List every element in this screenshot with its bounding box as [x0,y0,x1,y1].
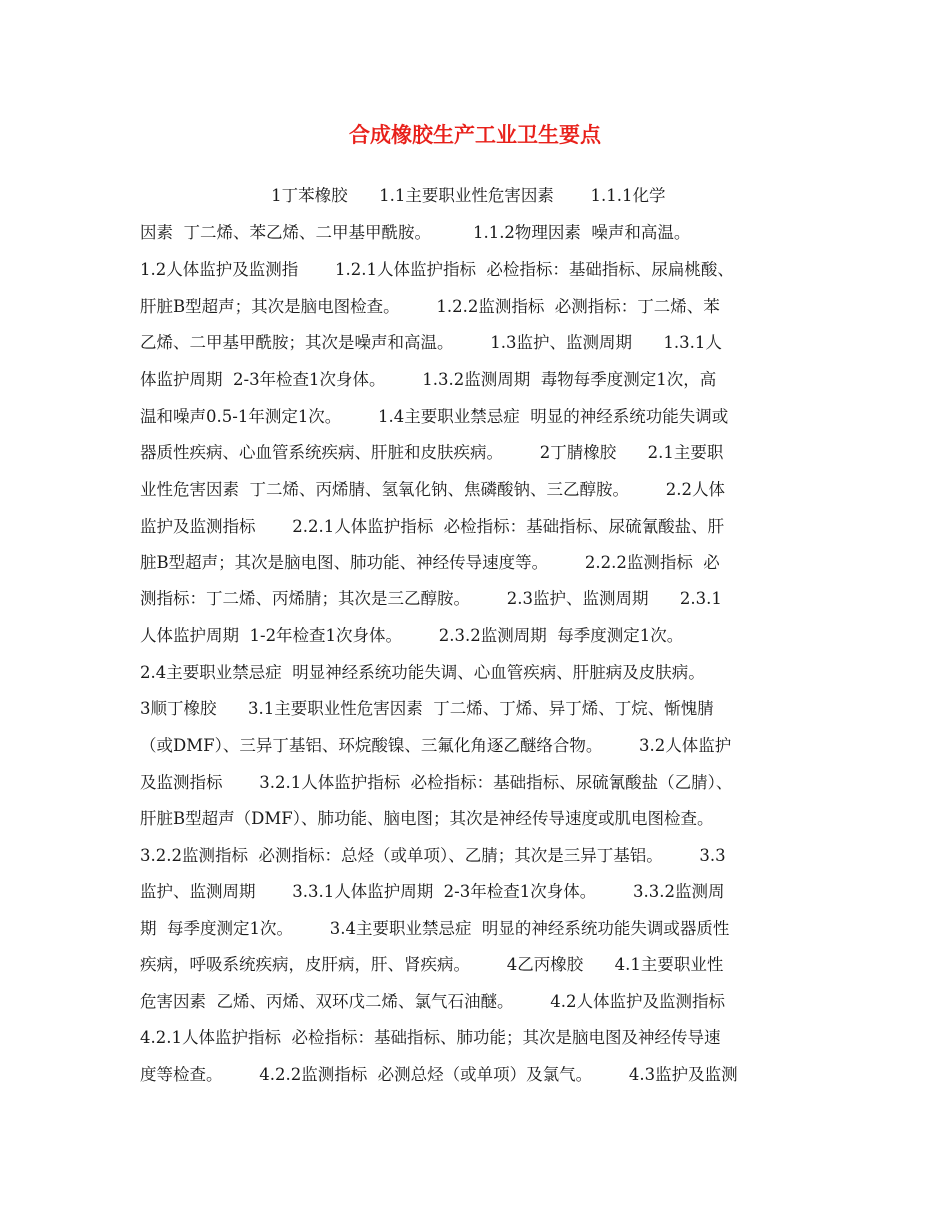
body-line: 器质性疾病、心血管系统疾病、肝脏和皮肤疾病。 2丁腈橡胶 2.1主要职 [140,443,724,462]
body-line: （或DMF）、三异丁基铝、环烷酸镍、三氟化角逐乙醚络合物。 3.2人体监护 [140,736,732,755]
body-line: 监护及监测指标 2.2.1人体监护指标 必检指标：基础指标、尿硫氰酸盐、肝 [140,517,725,536]
body-line: 肝脏B型超声；其次是脑电图检查。 1.2.2监测指标 必测指标：丁二烯、苯 [140,297,720,316]
body-line: 2.4主要职业禁忌症 明显神经系统功能失调、心血管疾病、肝脏病及皮肤病。 [140,663,705,682]
body-line: 及监测指标 3.2.1人体监护指标 必检指标：基础指标、尿硫氰酸盐（乙腈）、 [140,773,733,792]
body-line: 因素 丁二烯、苯乙烯、二甲基甲酰胺。 1.1.2物理因素 噪声和高温。 [140,223,691,242]
body-line: 期 每季度测定1次。 3.4主要职业禁忌症 明显的神经系统功能失调或器质性 [140,919,730,938]
body-line: 度等检查。 4.2.2监测指标 必测总烃（或单项）及氯气。 4.3监护及监测 [140,1065,738,1084]
body-line: 脏B型超声；其次是脑电图、肺功能、神经传导速度等。 2.2.2监测指标 必 [140,553,720,572]
body-line: 测指标：丁二烯、丙烯腈；其次是三乙醇胺。 2.3监护、监测周期 2.3.1 [140,589,722,608]
body-line: 温和噪声0.5-1年测定1次。 1.4主要职业禁忌症 明显的神经系统功能失调或 [140,407,729,426]
body-line: 1.2人体监护及监测指 1.2.1人体监护指标 必检指标：基础指标、尿扁桃酸、 [140,260,734,279]
body-line: 3顺丁橡胶 3.1主要职业性危害因素 丁二烯、丁烯、异丁烯、丁烷、惭愧腈 [140,699,714,718]
body-line: 监护、监测周期 3.3.1人体监护周期 2-3年检查1次身体。 3.3.2监测周 [140,882,725,901]
body-line: 疾病，呼吸系统疾病，皮肝病，肝、肾疾病。 4乙丙橡胶 4.1主要职业性 [140,955,724,974]
body-line: 乙烯、二甲基甲酰胺；其次是噪声和高温。 1.3监护、监测周期 1.3.1人 [140,333,722,352]
document-title: 合成橡胶生产工业卫生要点 [349,122,601,147]
body-line: 4.2.1人体监护指标 必检指标：基础指标、肺功能；其次是脑电图及神经传导速 [140,1028,721,1047]
body-line: 体监护周期 2-3年检查1次身体。 1.3.2监测周期 毒物每季度测定1次，高 [140,370,717,389]
body-line: 1丁苯橡胶 1.1主要职业性危害因素 1.1.1化学 [140,186,666,205]
body-line: 业性危害因素 丁二烯、丙烯腈、氢氧化钠、焦磷酸钠、三乙醇胺。 2.2人体 [140,480,725,499]
body-line: 肝脏B型超声（DMF）、肺功能、脑电图；其次是神经传导速度或肌电图检查。 [140,809,714,828]
body-line: 3.2.2监测指标 必测指标：总烃（或单项）、乙腈；其次是三异丁基铝。 3.3 [140,846,726,865]
body-line: 危害因素 乙烯、丙烯、双环戊二烯、氯气石油醚。 4.2人体监护及监测指标 [140,992,725,1011]
body-line: 人体监护周期 1-2年检查1次身体。 2.3.2监测周期 每季度测定1次。 [140,626,684,645]
